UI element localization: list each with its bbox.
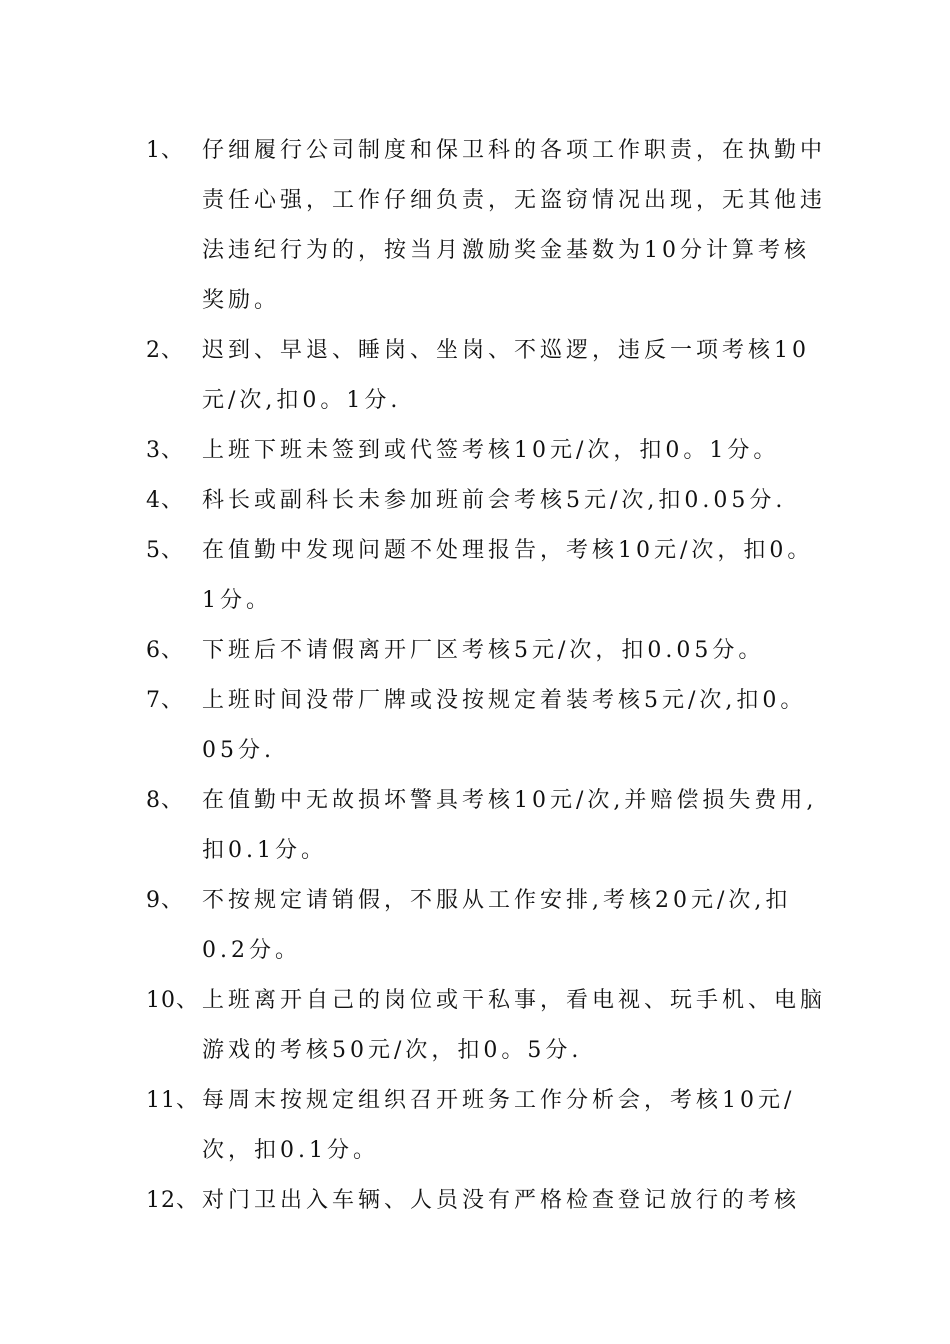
rule-text: 上班下班未签到或代签考核10元/次，扣0。1分。 (202, 438, 780, 463)
rule-item-1 (146, 126, 826, 326)
rule-number: 8、 (146, 788, 184, 813)
rule-text: 上班时间没带厂牌或没按规定着装考核5元/次,扣0。05分. (202, 688, 807, 763)
rule-item-9 (146, 876, 826, 976)
rule-text: 上班离开自己的岗位或干私事，看电视、玩手机、电脑游戏的考核50元/次，扣0。5分. (202, 988, 827, 1063)
rule-text: 科长或副科长未参加班前会考核5元/次,扣0.05分. (202, 488, 787, 513)
rule-number: 2、 (146, 338, 184, 363)
rule-number: 6、 (146, 638, 184, 663)
rule-item-12 (146, 1176, 826, 1226)
rule-item-4 (146, 476, 826, 526)
rule-number: 10、 (146, 988, 199, 1013)
rule-number: 3、 (146, 438, 184, 463)
rule-item-2 (146, 326, 826, 426)
rule-number: 5、 (146, 538, 184, 563)
rule-text: 在值勤中无故损坏警具考核10元/次,并赔偿损失费用,扣0.1分。 (202, 788, 818, 863)
rule-number: 11、 (146, 1088, 199, 1113)
rule-text: 下班后不请假离开厂区考核5元/次，扣0.05分。 (202, 638, 765, 663)
rule-number: 7、 (146, 688, 184, 713)
rule-number: 4、 (146, 488, 184, 513)
rule-text: 每周末按规定组织召开班务工作分析会，考核10元/次，扣0.1分。 (202, 1088, 796, 1163)
rule-item-5 (146, 526, 826, 626)
rule-text: 仔细履行公司制度和保卫科的各项工作职责，在执勤中责任心强，工作仔细负责，无盗窃情况出现，无其他违法违纪行为的，按当月激励奖金基数为10分计算考核奖励。 (202, 138, 827, 313)
rule-text: 对门卫出入车辆、人员没有严格检查登记放行的考核 (202, 1188, 801, 1213)
rule-number: 1、 (146, 138, 184, 163)
rule-item-11 (146, 1076, 826, 1176)
rule-text: 迟到、早退、睡岗、坐岗、不巡逻，违反一项考核10元/次,扣0。1分. (202, 338, 810, 413)
rule-item-7 (146, 676, 826, 776)
rule-item-3 (146, 426, 826, 476)
rule-item-8 (146, 776, 826, 876)
rule-item-10 (146, 976, 826, 1076)
rule-item-6 (146, 626, 826, 676)
rule-list (146, 126, 826, 1226)
rule-number: 12、 (146, 1188, 199, 1213)
rule-text: 在值勤中发现问题不处理报告，考核10元/次，扣0。1分。 (202, 538, 814, 613)
rule-number: 9、 (146, 888, 184, 913)
rule-text: 不按规定请销假，不服从工作安排,考核20元/次,扣0.2分。 (202, 888, 792, 963)
